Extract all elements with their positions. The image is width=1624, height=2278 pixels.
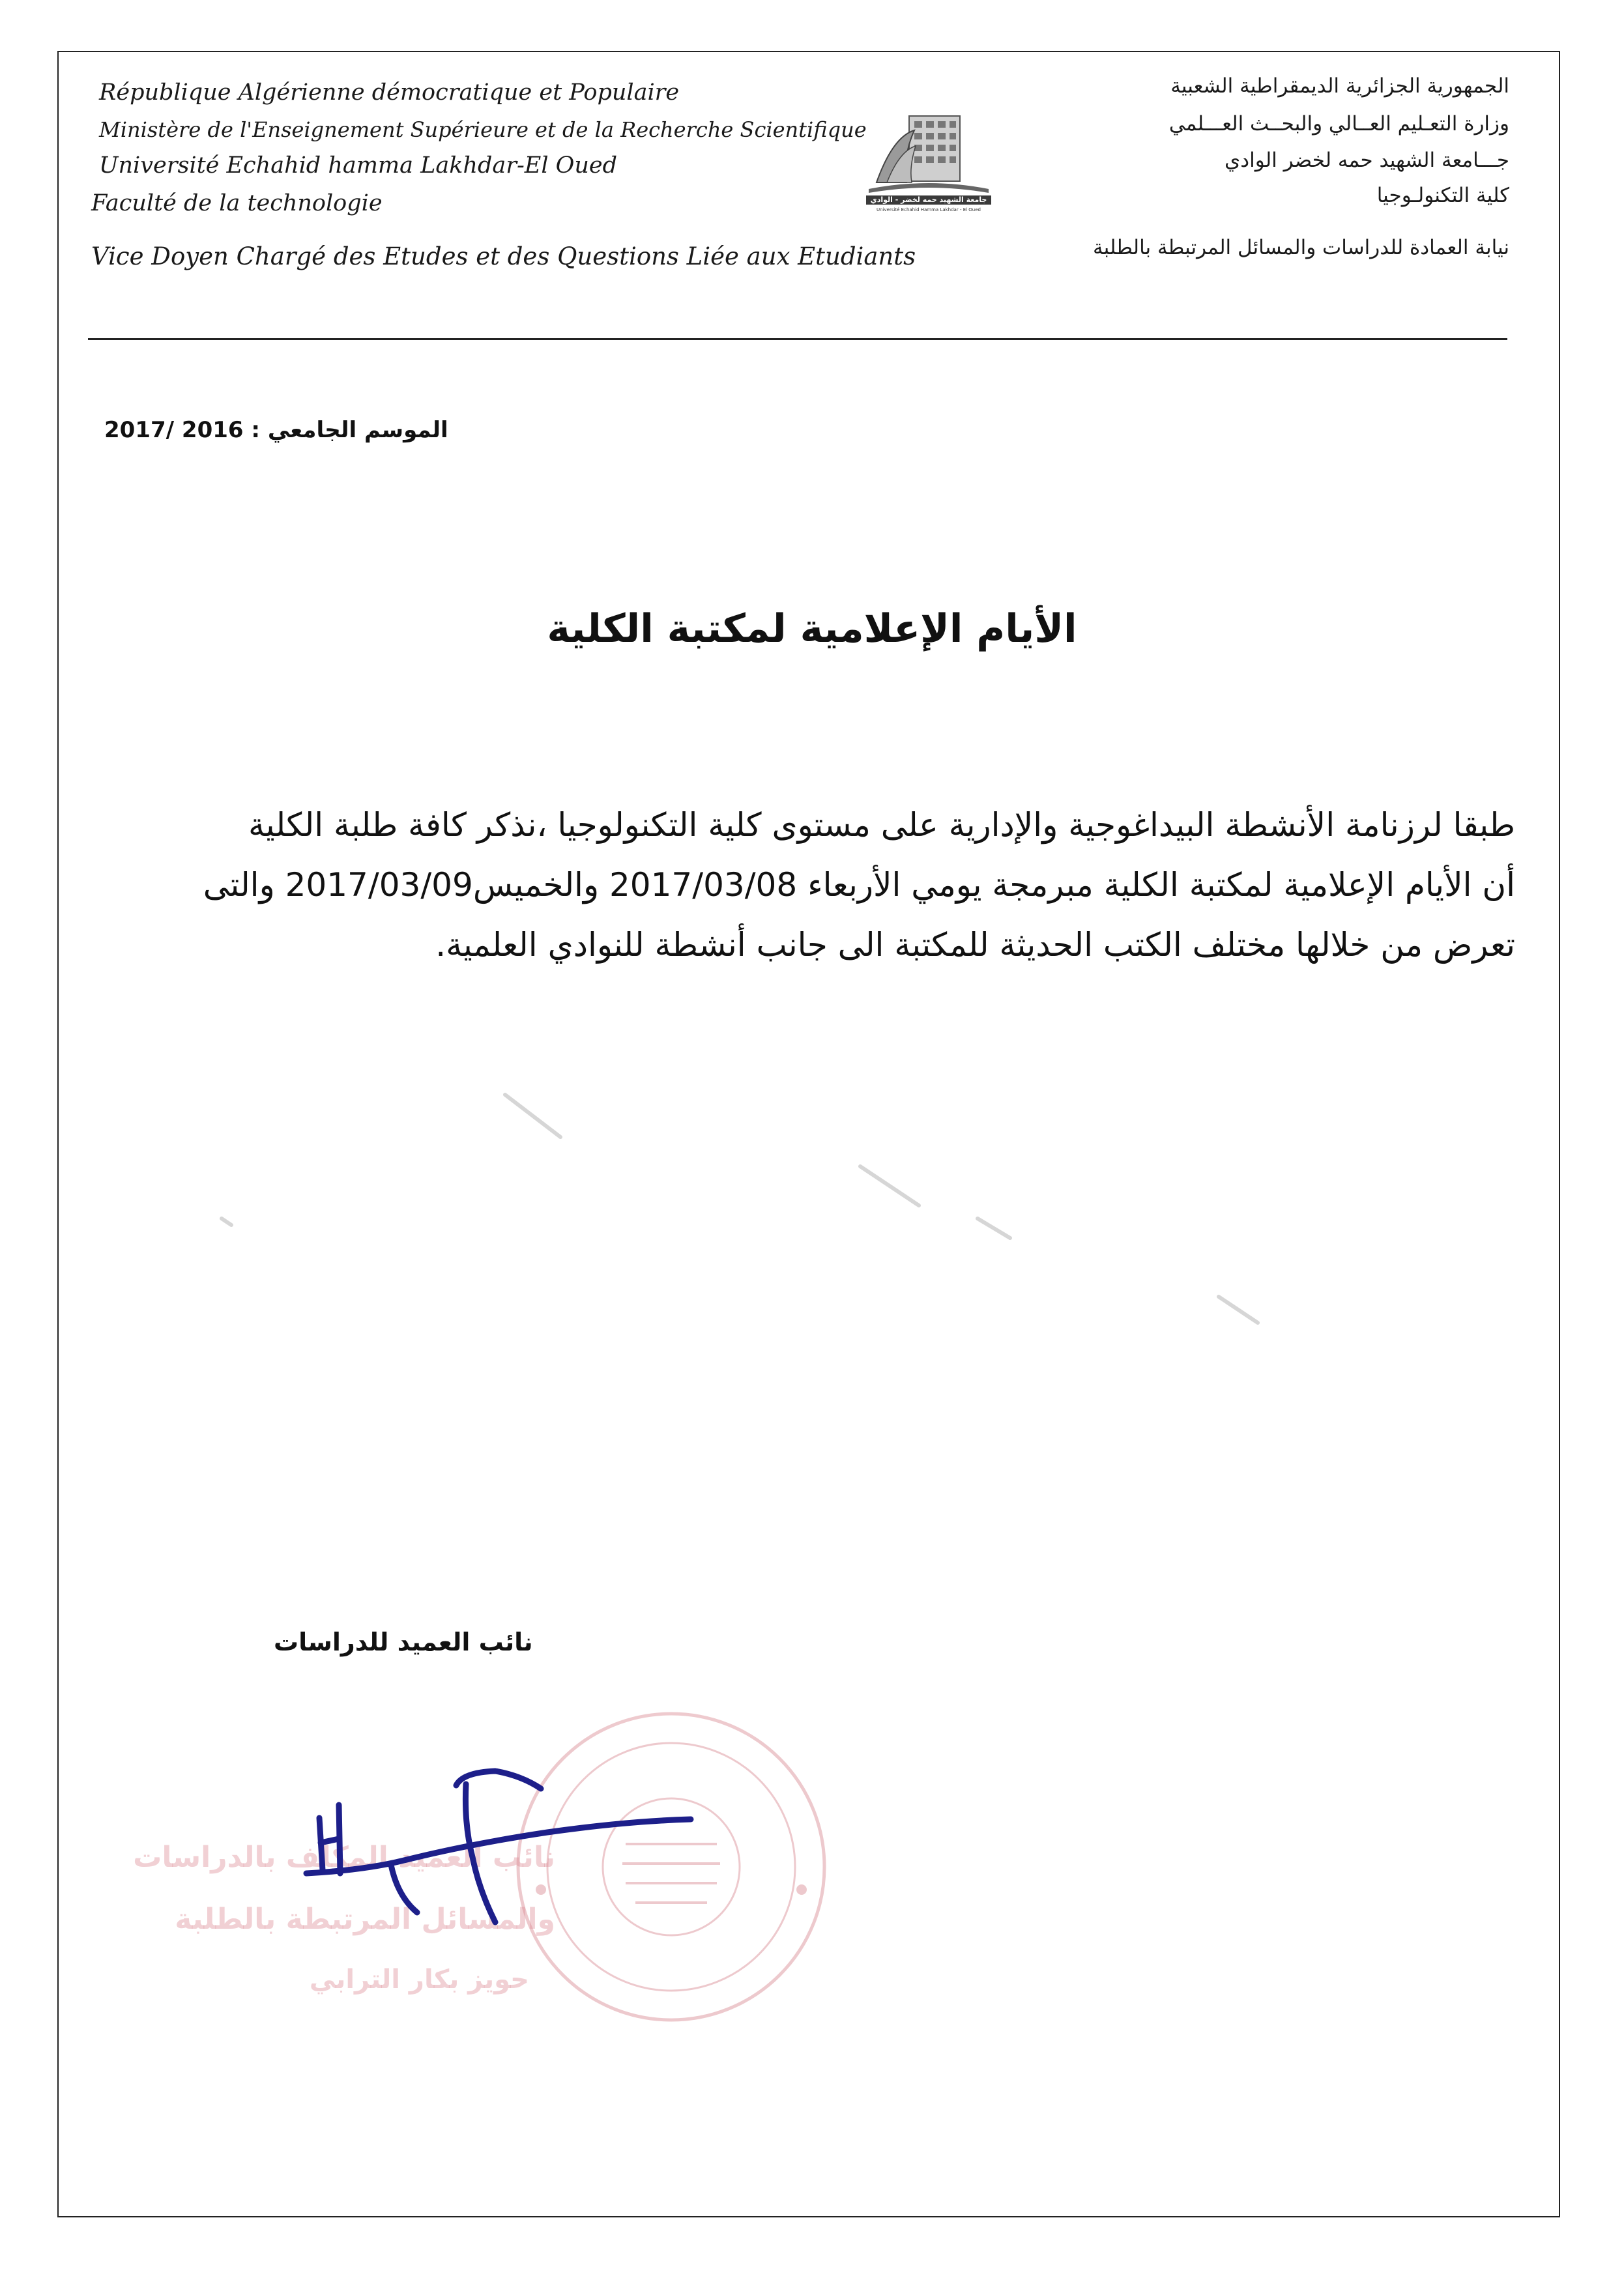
header-fr-vice-dean: Vice Doyen Chargé des Etudes et des Questions Liée aux Etudiants (91, 242, 916, 270)
header-ar-ministry: وزارة التعـليم العــالي والبحــث العـــلمي (1168, 112, 1509, 136)
header-fr-university: Université Echahid hamma Lakhdar-El Oued (99, 152, 618, 179)
logo-caption: جامعة الشهيد حمه لخضر - الوادي (870, 195, 987, 204)
academic-season: الموسم الجامعي : 2016 /2017 (104, 417, 448, 443)
header-ar-republic: الجمهورية الجزائرية الديمقراطية الشعبية (1170, 74, 1509, 98)
scan-artifacts (222, 1095, 1258, 1323)
body-line-3: تعرض من خلالها مختلف الكتب الحديثة للمكتبة الى جانب أنشطة للنوادي العلمية. (435, 926, 1515, 964)
stamp-text-line-1: نائب العميد المكلف بالدراسات (133, 1841, 555, 1874)
stamp-text-line-3: حويز بكار الترابي (309, 1965, 529, 1995)
stamp-text-line-2: والمسائل المرتبطة بالطلبة (175, 1903, 555, 1936)
round-seal (518, 1714, 824, 2020)
body-line-1: طبقا لرزنامة الأنشطة البيداغوجية والإدارية على مستوى كلية التكنولوجيا ،نذكر كافة طلبة الكلية (248, 806, 1515, 844)
header-fr-faculty: Faculté de la technologie (91, 190, 383, 216)
header-fr-ministry: Ministère de l'Enseignement Supérieure et de la Recherche Scientifique (99, 117, 867, 142)
header-ar-faculty: كلية التكنولـوجيا (1376, 184, 1509, 207)
header-fr-republic: République Algérienne démocratique et Populaire (99, 79, 680, 106)
document-title: الأيام الإعلامية لمكتبة الكلية (547, 606, 1077, 652)
header-ar-vice-dean: نيابة العمادة للدراسات والمسائل المرتبطة بالطلبة (1093, 236, 1509, 259)
header-ar-university: جـــامعة الشهيد حمه لخضر الوادي (1225, 149, 1509, 172)
body-line-2: أن الأيام الإعلامية لمكتبة الكلية مبرمجة يومي الأربعاء 2017/03/08 والخميس2017/03/09 والتى (203, 866, 1515, 904)
handwritten-signature (306, 1771, 691, 1922)
logo-subcaption: Université Echahid Hamma Lakhdar - El Oued (876, 207, 981, 212)
signer-title: نائب العميد للدراسات (274, 1628, 533, 1656)
